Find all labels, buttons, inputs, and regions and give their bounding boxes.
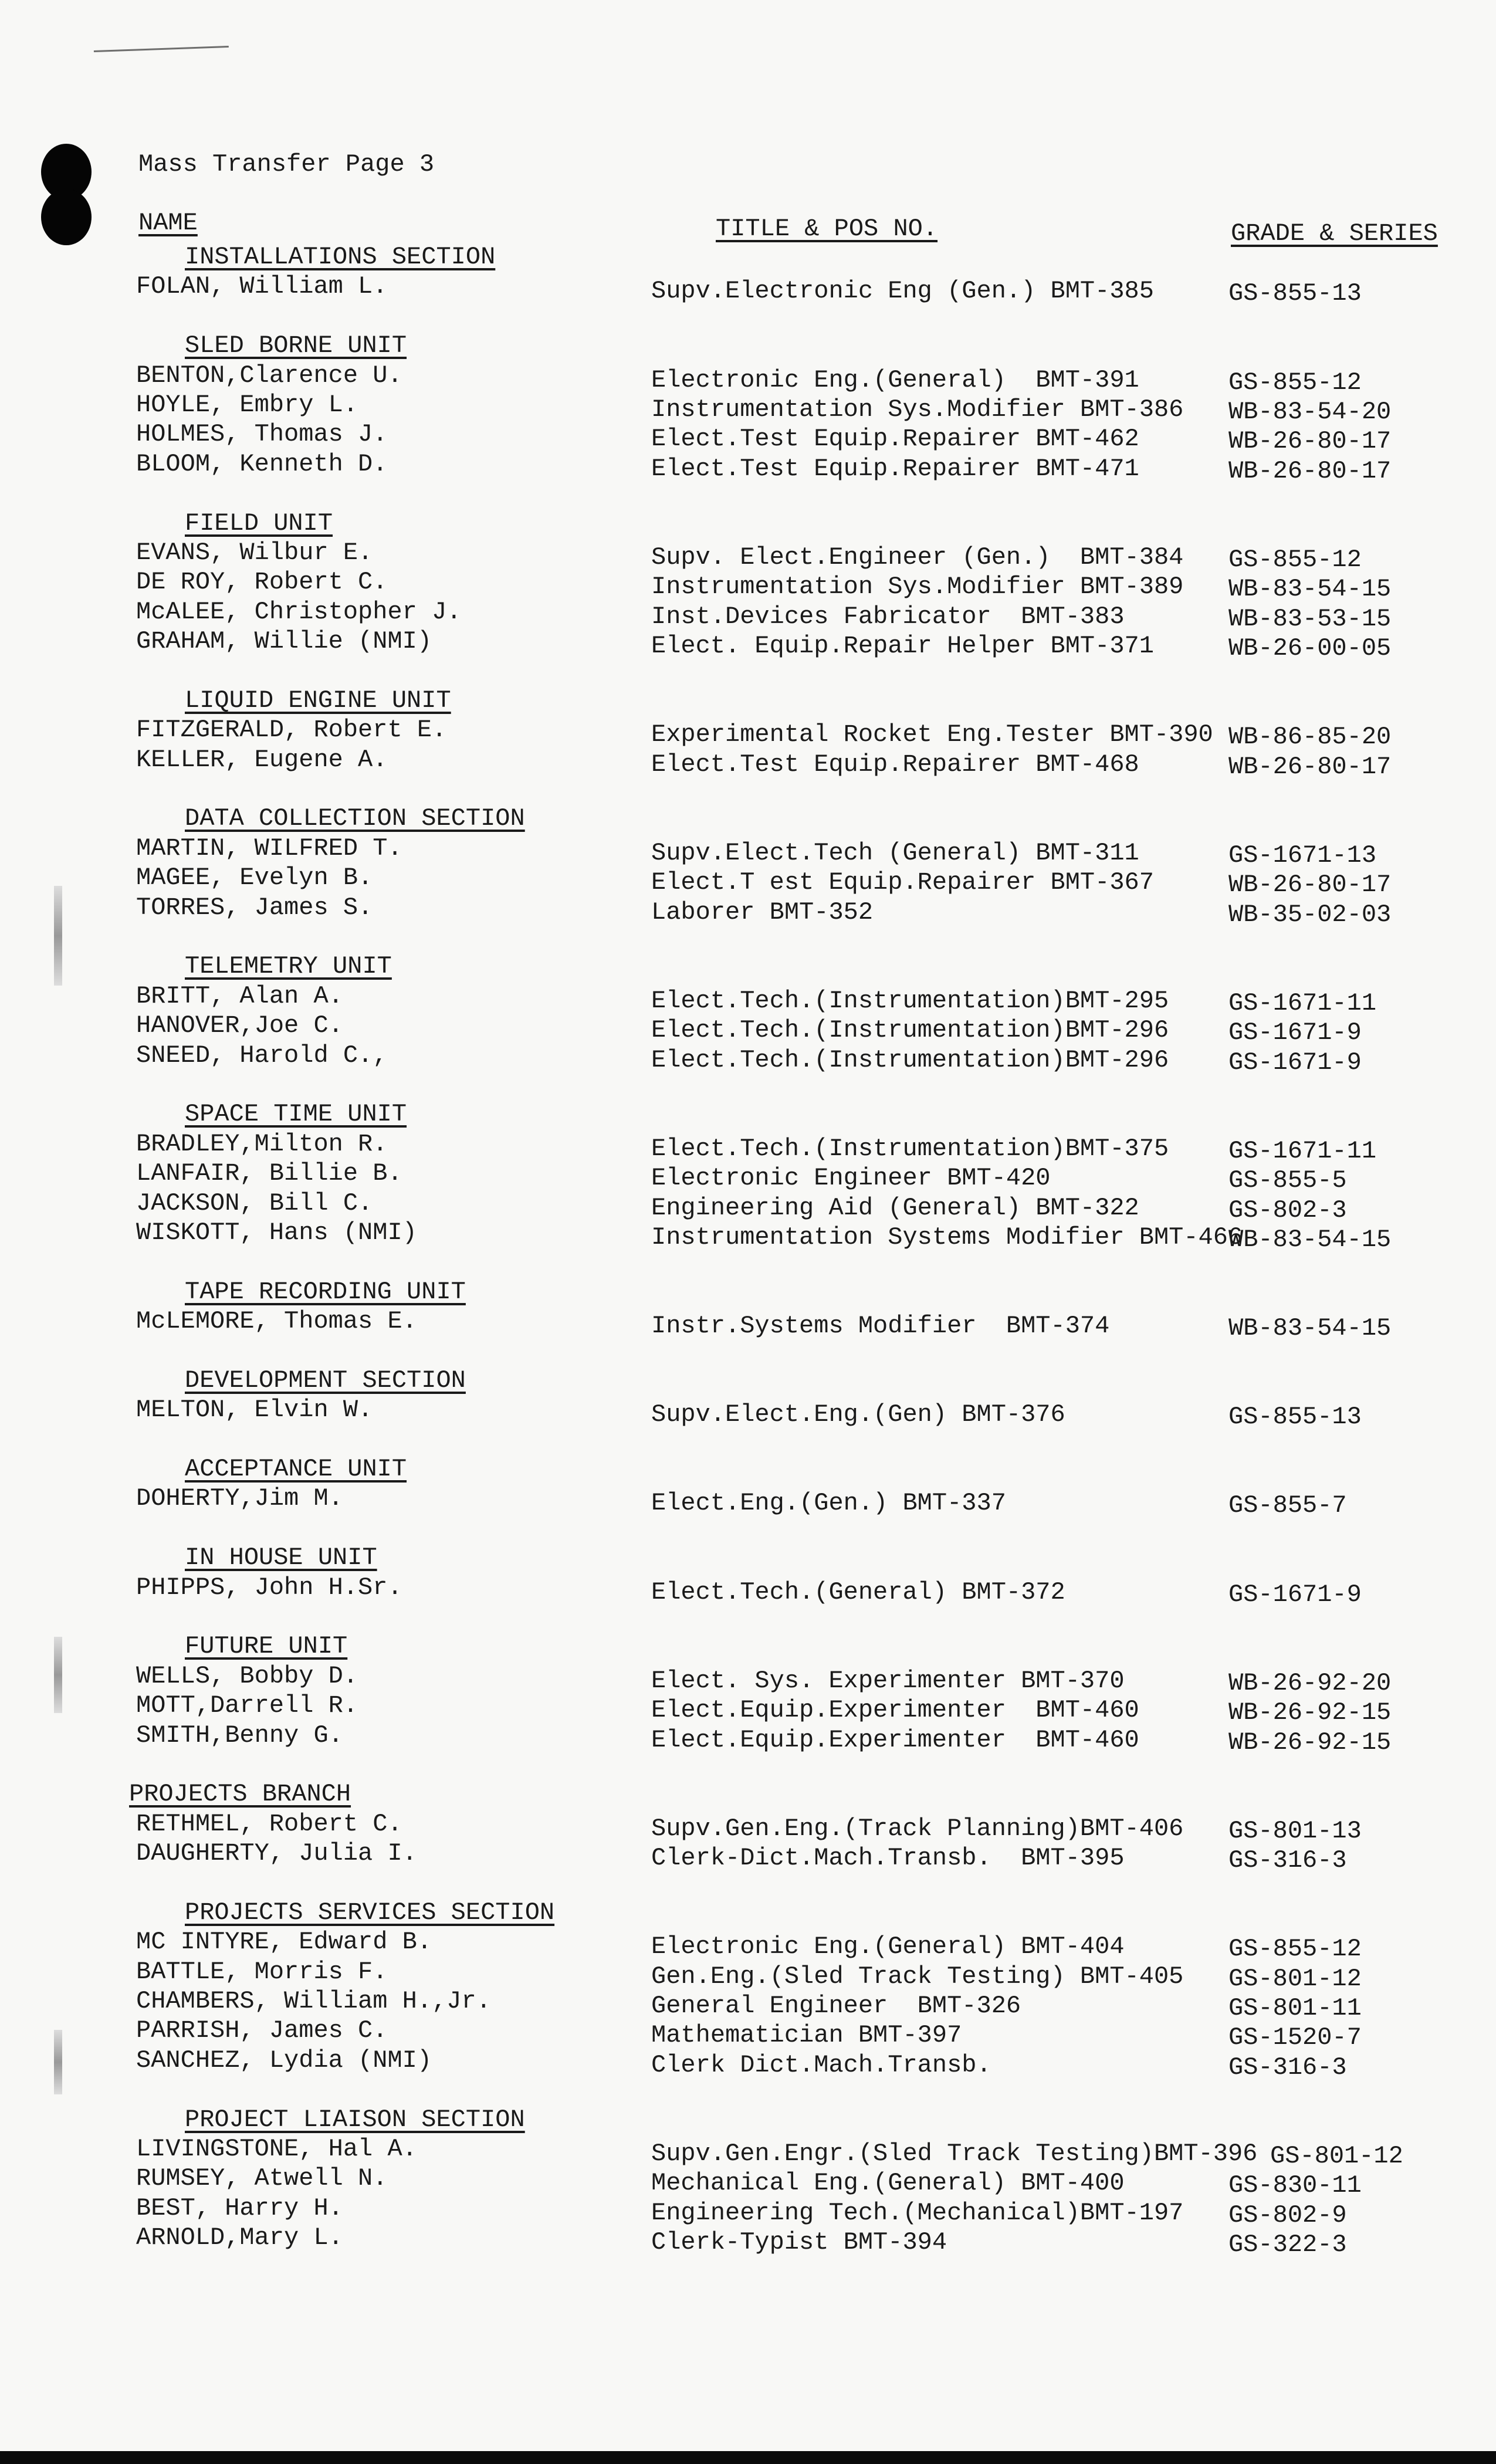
grade-series: GS-316-3 (1228, 2053, 1347, 2081)
position-title: Instrumentation Sys.Modifier BMT-389 (651, 573, 1184, 601)
grade-series: GS-1671-11 (1228, 989, 1377, 1017)
employee-row (0, 419, 1496, 456)
employee-row (0, 627, 1496, 663)
position-title: Elect.Tech.(Instrumentation)BMT-295 (651, 986, 1169, 1015)
punch-hole-mark (41, 189, 92, 245)
grade-series: GS-1671-9 (1228, 1580, 1362, 1609)
grade-series: GS-801-12 (1228, 1964, 1362, 1993)
grade-series: GS-830-11 (1228, 2171, 1362, 2200)
employee-row (0, 715, 1496, 752)
grade-series: WB-83-54-20 (1228, 397, 1392, 426)
employee-row (0, 597, 1496, 633)
grade-series: GS-802-9 (1228, 2201, 1347, 2229)
employee-name: PARRISH, James C. (136, 2016, 388, 2045)
grade-series: GS-855-12 (1228, 545, 1362, 574)
position-title: Clerk-Typist BMT-394 (651, 2228, 947, 2257)
employee-row (0, 1484, 1496, 1520)
section-label: INSTALLATIONS SECTION (185, 243, 496, 271)
section-heading (0, 1454, 1496, 1484)
position-title: General Engineer BMT-326 (651, 1992, 1021, 2020)
spacer (0, 1602, 1496, 1632)
scan-mark (94, 46, 229, 57)
position-title: Laborer BMT-352 (651, 898, 874, 926)
employee-name: RETHMEL, Robert C. (136, 1809, 402, 1838)
employee-name: FOLAN, William L. (136, 272, 388, 301)
document-heading (138, 150, 434, 178)
employee-row (0, 834, 1496, 869)
grade-series: WB-83-53-15 (1228, 604, 1392, 633)
position-title: Supv.Gen.Engr.(Sled Track Testing)BMT-396 (651, 2140, 1258, 2168)
spacer (0, 2075, 1496, 2104)
grade-series: WB-26-80-17 (1228, 871, 1392, 899)
position-title: Engineering Aid (General) BMT-322 (651, 1193, 1139, 1222)
employee-name: LANFAIR, Billie B. (136, 1159, 402, 1188)
employee-row (0, 272, 1496, 308)
employee-row (0, 1573, 1496, 1609)
grade-series: WB-26-00-05 (1228, 634, 1392, 663)
employee-name: PHIPPS, John H.Sr. (136, 1573, 402, 1602)
grade-series: GS-801-11 (1228, 1994, 1362, 2023)
employee-name: BENTON,Clarence U. (136, 361, 402, 390)
grade-series: GS-1671-9 (1228, 1048, 1362, 1077)
employee-name: SMITH,Benny G. (136, 1721, 343, 1749)
employee-name: SANCHEZ, Lydia (NMI) (136, 2046, 432, 2074)
section-label: TELEMETRY UNIT (185, 952, 392, 981)
grade-series: GS-1671-11 (1228, 1136, 1377, 1165)
section-label: PROJECTS SERVICES SECTION (185, 1898, 555, 1927)
document-title: Mass Transfer (138, 150, 331, 178)
position-title: Electronic Eng.(General) BMT-391 (651, 365, 1139, 394)
section-label: PROJECT LIAISON SECTION (185, 2105, 525, 2134)
grade-series: WB-86-85-20 (1228, 723, 1392, 752)
position-title: Instrumentation Systems Modifier BMT-466 (651, 1223, 1243, 1251)
employee-row (0, 2016, 1496, 2052)
section-heading (0, 1543, 1496, 1572)
position-title: Supv.Gen.Eng.(Track Planning)BMT-406 (651, 1814, 1184, 1843)
position-title: Mathematician BMT-397 (651, 2021, 962, 2050)
grade-series: WB-26-80-17 (1228, 752, 1392, 781)
grade-series: GS-855-12 (1228, 1935, 1362, 1964)
position-title: Electronic Engineer BMT-420 (651, 1164, 1051, 1193)
employee-row (0, 1927, 1496, 1964)
section-label: IN HOUSE UNIT (185, 1544, 377, 1572)
section-heading (0, 952, 1496, 981)
position-title: Elect.Equip.Experimenter BMT-460 (651, 1696, 1139, 1725)
employee-row (0, 1218, 1496, 1254)
employee-row (0, 1395, 1496, 1431)
employee-row (0, 1957, 1496, 1993)
employee-row (0, 1661, 1496, 1697)
grade-series: WB-26-80-17 (1228, 427, 1392, 456)
section-heading (0, 509, 1496, 538)
section-label: TAPE RECORDING UNIT (185, 1277, 466, 1306)
spacer (0, 1868, 1496, 1897)
section-heading (0, 1779, 1496, 1809)
employee-name: McLEMORE, Thomas E. (136, 1307, 417, 1336)
spacer (0, 302, 1496, 331)
spacer (0, 922, 1496, 952)
position-title: Gen.Eng.(Sled Track Testing) BMT-405 (651, 1962, 1184, 1991)
section-heading (0, 1099, 1496, 1129)
grade-series: GS-801-12 (1270, 2142, 1403, 2170)
spacer (0, 479, 1496, 508)
employee-row (0, 538, 1496, 574)
employee-row (0, 361, 1496, 397)
scan-edge (0, 2451, 1496, 2464)
employee-name: BEST, Harry H. (136, 2194, 343, 2222)
employee-name: FITZGERALD, Robert E. (136, 716, 447, 744)
employee-row (0, 390, 1496, 426)
employee-name: HOYLE, Embry L. (136, 390, 358, 419)
grade-series: WB-26-80-17 (1228, 456, 1392, 485)
employee-name: MAGEE, Evelyn B. (136, 864, 373, 892)
spacer (0, 1070, 1496, 1099)
section-label: PROJECTS BRANCH (129, 1780, 351, 1809)
employee-name: WISKOTT, Hans (NMI) (136, 1218, 417, 1247)
section-heading (0, 686, 1496, 715)
employee-row (0, 1011, 1496, 1047)
employee-row (0, 1809, 1496, 1845)
employee-name: TORRES, James S. (136, 893, 373, 922)
section-label: SPACE TIME UNIT (185, 1100, 407, 1129)
grade-series: GS-1520-7 (1228, 2023, 1362, 2052)
section-heading (0, 2105, 1496, 2134)
section-label: FUTURE UNIT (185, 1632, 348, 1661)
employee-row (0, 567, 1496, 604)
employee-row (0, 745, 1496, 781)
spacer (0, 1514, 1496, 1543)
section-label: DATA COLLECTION SECTION (185, 804, 525, 833)
position-title: Elect.Tech.(Instrumentation)BMT-296 (651, 1016, 1169, 1045)
grade-series: GS-855-13 (1228, 1403, 1362, 1431)
position-title: Supv.Electronic Eng (Gen.) BMT-385 (651, 277, 1154, 306)
employee-row (0, 1691, 1496, 1727)
employee-name: BRADLEY,Milton R. (136, 1129, 388, 1158)
employee-name: LIVINGSTONE, Hal A. (136, 2135, 417, 2163)
section-label: ACCEPTANCE UNIT (185, 1455, 407, 1484)
employee-name: GRAHAM, Willie (NMI) (136, 627, 432, 656)
column-header-name: NAME (138, 209, 198, 237)
employee-name: HOLMES, Thomas J. (136, 420, 388, 449)
section-heading (0, 331, 1496, 360)
spacer (0, 1750, 1496, 1779)
employee-row (0, 893, 1496, 929)
section-heading (0, 1632, 1496, 1661)
employee-row (0, 1986, 1496, 2023)
section-heading (0, 1898, 1496, 1927)
grade-series: WB-35-02-03 (1228, 900, 1392, 929)
position-title: Elect. Equip.Repair Helper BMT-371 (651, 632, 1154, 661)
grade-series: GS-1671-9 (1228, 1018, 1362, 1047)
position-title: Instrumentation Sys.Modifier BMT-386 (651, 395, 1184, 424)
position-title: Inst.Devices Fabricator BMT-383 (651, 602, 1125, 631)
personnel-list (0, 242, 1496, 2282)
employee-name: CHAMBERS, William H.,Jr. (136, 1987, 491, 2016)
section-heading (0, 1366, 1496, 1395)
grade-series: WB-83-54-15 (1228, 1314, 1392, 1343)
spacer (0, 2253, 1496, 2282)
employee-row (0, 449, 1496, 485)
employee-row (0, 2046, 1496, 2081)
position-title: Clerk Dict.Mach.Transb. (651, 2050, 991, 2079)
employee-name: MELTON, Elvin W. (136, 1396, 373, 1424)
employee-name: RUMSEY, Atwell N. (136, 2164, 388, 2193)
spacer (0, 1247, 1496, 1277)
grade-series: WB-83-54-15 (1228, 575, 1392, 604)
employee-name: MARTIN, WILFRED T. (136, 834, 402, 862)
position-title: Instr.Systems Modifier BMT-374 (651, 1312, 1110, 1341)
employee-name: McALEE, Christopher J. (136, 597, 462, 626)
employee-row (0, 1159, 1496, 1195)
position-title: Elect.Tech.(General) BMT-372 (651, 1578, 1065, 1606)
employee-name: DE ROY, Robert C. (136, 568, 388, 597)
position-title: Supv.Elect.Eng.(Gen) BMT-376 (651, 1400, 1065, 1429)
employee-name: SNEED, Harold C., (136, 1041, 388, 1069)
section-label: LIQUID ENGINE UNIT (185, 686, 451, 715)
employee-row (0, 1189, 1496, 1224)
grade-series: GS-855-13 (1228, 279, 1362, 308)
grade-series: GS-855-5 (1228, 1166, 1347, 1195)
employee-row (0, 1839, 1496, 1875)
grade-series: GS-801-13 (1228, 1816, 1362, 1845)
position-title: Experimental Rocket Eng.Tester BMT-390 (651, 720, 1213, 749)
employee-name: JACKSON, Bill C. (136, 1189, 373, 1217)
grade-series: WB-83-54-15 (1228, 1225, 1392, 1254)
position-title: Elect.Test Equip.Repairer BMT-471 (651, 454, 1139, 483)
employee-name: BATTLE, Morris F. (136, 1957, 388, 1986)
position-title: Elect.Tech.(Instrumentation)BMT-296 (651, 1045, 1169, 1074)
position-title: Electronic Eng.(General) BMT-404 (651, 1932, 1125, 1961)
employee-row (0, 1721, 1496, 1756)
grade-series: WB-26-92-15 (1228, 1698, 1392, 1727)
employee-name: EVANS, Wilbur E. (136, 538, 373, 567)
column-header-title: TITLE & POS NO. (716, 215, 938, 243)
grade-series: GS-322-3 (1228, 2231, 1347, 2259)
grade-series: GS-855-12 (1228, 368, 1362, 397)
employee-name: MC INTYRE, Edward B. (136, 1928, 432, 1957)
position-title: Elect. Sys. Experimenter BMT-370 (651, 1666, 1125, 1695)
position-title: Elect.Test Equip.Repairer BMT-468 (651, 750, 1139, 779)
position-title: Elect.T est Equip.Repairer BMT-367 (651, 868, 1154, 897)
section-label: FIELD UNIT (185, 509, 333, 537)
employee-row (0, 2164, 1496, 2200)
employee-row (0, 981, 1496, 1017)
employee-row (0, 1307, 1496, 1343)
position-title: Elect.Test Equip.Repairer BMT-462 (651, 425, 1139, 453)
employee-name: MOTT,Darrell R. (136, 1691, 358, 1720)
grade-series: GS-802-3 (1228, 1196, 1347, 1224)
employee-name: BRITT, Alan A. (136, 981, 343, 1010)
position-title: Elect.Equip.Experimenter BMT-460 (651, 1725, 1139, 1754)
position-title: Engineering Tech.(Mechanical)BMT-197 (651, 2198, 1184, 2227)
section-label: SLED BORNE UNIT (185, 331, 407, 360)
section-label: DEVELOPMENT SECTION (185, 1366, 466, 1395)
spacer (0, 656, 1496, 685)
employee-row (0, 2223, 1496, 2259)
employee-name: DAUGHERTY, Julia I. (136, 1839, 417, 1868)
employee-name: KELLER, Eugene A. (136, 745, 388, 774)
employee-name: WELLS, Bobby D. (136, 1661, 358, 1690)
position-title: Mechanical Eng.(General) BMT-400 (651, 2169, 1125, 2198)
employee-name: DOHERTY,Jim M. (136, 1484, 343, 1513)
employee-name: BLOOM, Kenneth D. (136, 449, 388, 478)
position-title: Elect.Tech.(Instrumentation)BMT-375 (651, 1134, 1169, 1163)
spacer (0, 1425, 1496, 1454)
employee-row (0, 863, 1496, 899)
employee-name: HANOVER,Joe C. (136, 1011, 343, 1040)
position-title: Supv.Elect.Tech (General) BMT-311 (651, 838, 1139, 867)
page-number: Page 3 (345, 150, 435, 178)
grade-series: GS-855-7 (1228, 1491, 1347, 1520)
grade-series: WB-26-92-15 (1228, 1728, 1392, 1756)
column-header-grade: GRADE & SERIES (1231, 219, 1438, 248)
position-title: Clerk-Dict.Mach.Transb. BMT-395 (651, 1844, 1125, 1873)
spacer (0, 774, 1496, 804)
section-heading (0, 1277, 1496, 1307)
section-heading (0, 242, 1496, 272)
employee-name: ARNOLD,Mary L. (136, 2223, 343, 2252)
employee-row (0, 1041, 1496, 1077)
position-title: Supv. Elect.Engineer (Gen.) BMT-384 (651, 543, 1184, 571)
grade-series: GS-316-3 (1228, 1846, 1347, 1875)
position-title: Elect.Eng.(Gen.) BMT-337 (651, 1489, 1006, 1518)
employee-row (0, 2134, 1496, 2170)
spacer (0, 1336, 1496, 1365)
employee-row (0, 2194, 1496, 2229)
section-heading (0, 804, 1496, 833)
grade-series: GS-1671-13 (1228, 841, 1377, 869)
grade-series: WB-26-92-20 (1228, 1668, 1392, 1697)
employee-row (0, 1129, 1496, 1165)
